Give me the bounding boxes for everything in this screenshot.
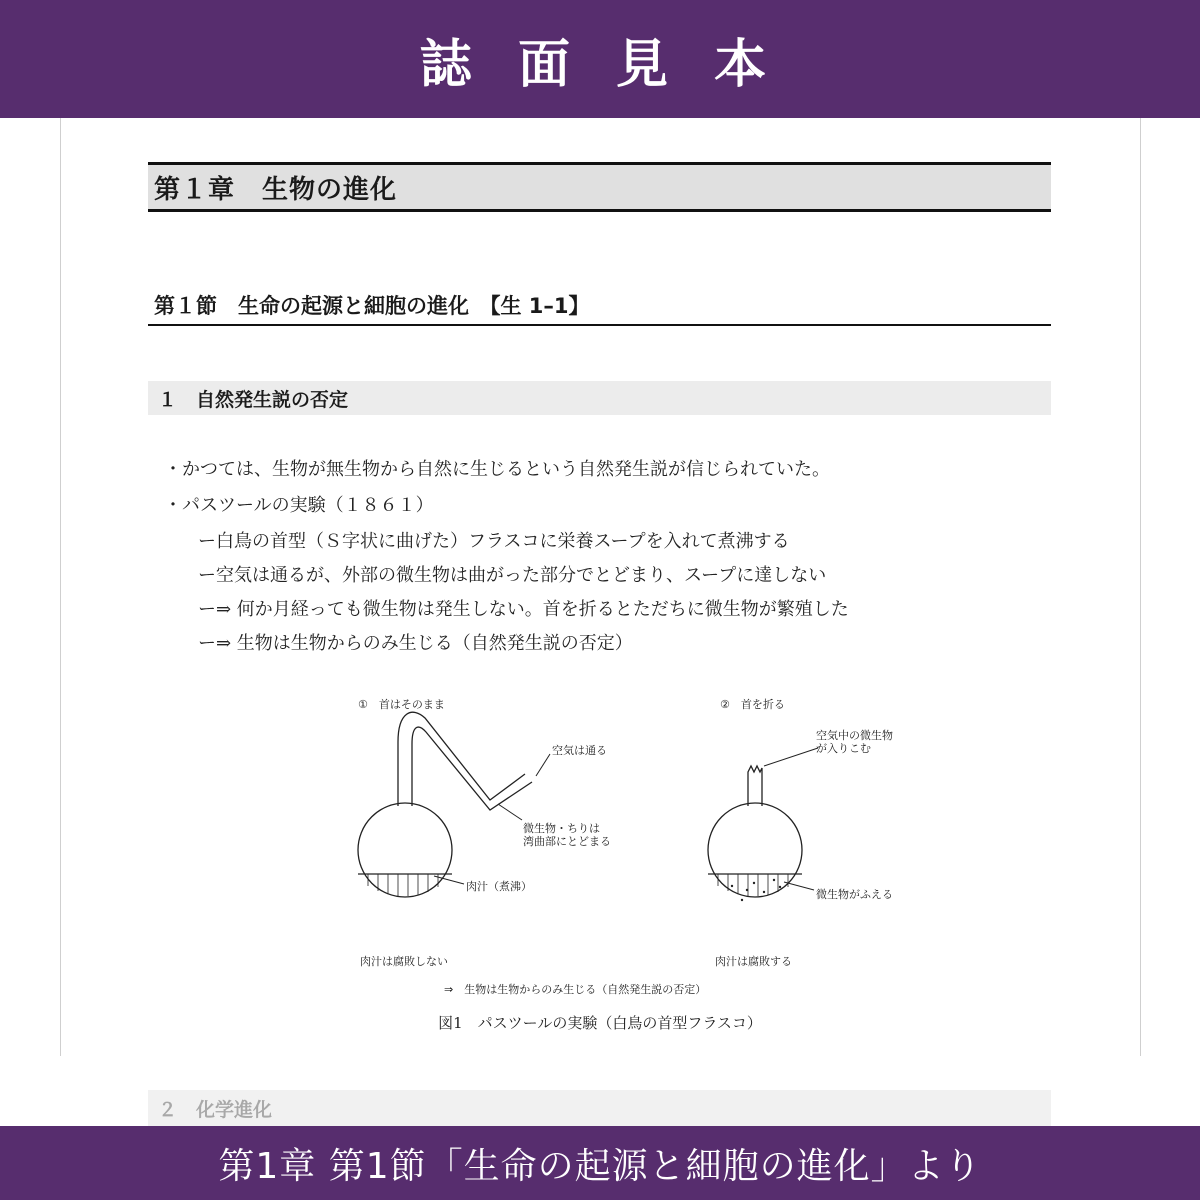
- label-microbes-trapped-2: 湾曲部にとどまる: [523, 835, 611, 848]
- body-line: ー⇒ 生物は生物からのみ生じる（自然発生説の否定）: [198, 633, 633, 654]
- body-line: ー空気は通るが、外部の微生物は曲がった部分でとどまり、スープに達しない: [198, 565, 827, 586]
- body-line: ・パスツールの実験（１８６１）: [164, 495, 434, 516]
- body-line: ー⇒ 何か月経っても微生物は発生しない。首を折るとただちに微生物が繁殖した: [198, 599, 849, 620]
- panel-1-label: ① 首はそのまま: [358, 698, 445, 711]
- page-border-right: [1140, 118, 1141, 1056]
- bottom-banner-caption: 第1章 第1節「生命の起源と細胞の進化」より: [0, 1126, 1200, 1200]
- body-line: ー白鳥の首型（Ｓ字状に曲げた）フラスコに栄養スープを入れて煮沸する: [198, 531, 790, 552]
- figure-conclusion: ⇒ 生物は生物からのみ生じる（自然発生説の否定）: [444, 983, 707, 996]
- page-border-left: [60, 118, 61, 1056]
- label-air-passes: 空気は通る: [552, 744, 607, 757]
- top-banner-title: 誌 面 見 本: [0, 0, 1200, 118]
- label-microbes-grow: 微生物がふえる: [816, 888, 893, 901]
- subsection-heading-next: ２ 化学進化: [148, 1090, 1051, 1126]
- label-airborne-microbes-2: が入りこむ: [816, 742, 871, 755]
- figure-caption: 図1 パスツールの実験（白鳥の首型フラスコ）: [438, 1014, 762, 1032]
- subsection-heading: １ 自然発生説の否定: [148, 381, 1051, 415]
- body-line: ・かつては、生物が無生物から自然に生じるという自然発生説が信じられていた。: [164, 459, 830, 480]
- chapter-title: 第１章 生物の進化: [148, 162, 1051, 212]
- result-decay: 肉汁は腐敗する: [715, 955, 792, 968]
- pasteur-flask-figure: [340, 690, 900, 1040]
- broken-neck-flask: [708, 748, 818, 901]
- section-title: 第１節 生命の起源と細胞の進化 【生 1–1】: [148, 286, 1051, 326]
- swan-neck-flask: [358, 712, 550, 897]
- label-broth: 肉汁（煮沸）: [466, 880, 532, 893]
- label-airborne-microbes: 空気中の微生物: [816, 729, 893, 742]
- result-no-decay: 肉汁は腐敗しない: [360, 955, 448, 968]
- panel-2-label: ② 首を折る: [720, 698, 785, 711]
- label-microbes-trapped: 微生物・ちりは: [523, 822, 600, 835]
